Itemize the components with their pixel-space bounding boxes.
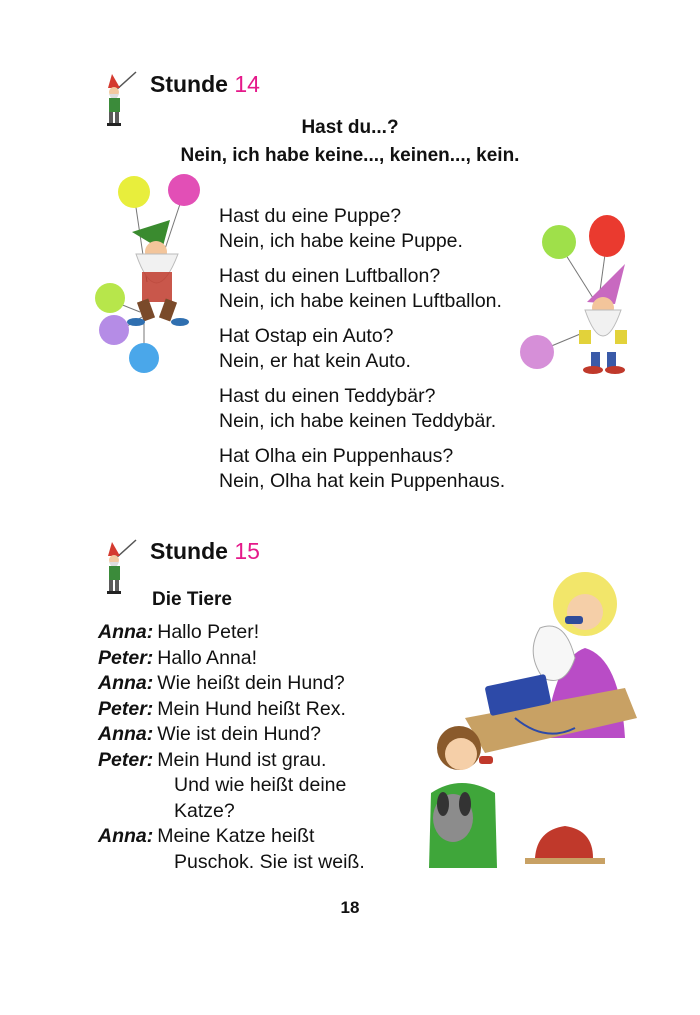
qa-answer: Nein, Olha hat kein Puppenhaus.	[219, 470, 506, 492]
dialog-speaker: Peter:	[98, 646, 154, 669]
dialog-line	[98, 671, 388, 697]
lesson14-title-word: Stunde	[150, 71, 228, 97]
dialog-text: Meine Katze heißt	[157, 825, 315, 847]
gnome-pointer-icon	[104, 538, 140, 596]
dialog-continuation: Und wie heißt deine	[174, 774, 347, 796]
qa-answer: Nein, er hat kein Auto.	[219, 350, 411, 372]
qa-question: Hat Ostap ein Auto?	[219, 325, 394, 347]
dialog-speaker: Peter:	[98, 748, 154, 771]
dialog-text: Hallo Peter!	[157, 621, 260, 643]
dialog-line	[98, 722, 388, 748]
lesson14-title-number: 14	[234, 71, 260, 97]
qa-answer: Nein, ich habe keinen Teddybär.	[219, 410, 497, 432]
dialog-line	[98, 824, 388, 850]
dialog-speaker: Anna:	[98, 825, 154, 847]
lesson14-heading-line1: Hast du...?	[301, 117, 399, 138]
qa-pair	[219, 444, 579, 494]
phone-call-illustration	[425, 568, 637, 873]
dialog-line	[98, 697, 388, 723]
dialog-speaker: Anna:	[98, 723, 154, 745]
gnome-small-balloons-illustration	[515, 212, 640, 387]
gnome-with-balloons-illustration	[92, 172, 217, 382]
page-number: 18	[340, 898, 360, 917]
qa-answer: Nein, ich habe keine Puppe.	[219, 230, 463, 252]
qa-question: Hast du einen Teddybär?	[219, 385, 436, 407]
dialog-text: Mein Hund heißt Rex.	[157, 697, 346, 720]
lesson15-title	[150, 538, 260, 565]
dialog-continuation: Puschok. Sie ist weiß.	[174, 850, 365, 873]
qa-question: Hast du einen Luftballon?	[219, 265, 441, 287]
dialog-continuation: Katze?	[174, 799, 235, 822]
dialog-text: Wie ist dein Hund?	[157, 723, 321, 745]
dialog-text: Wie heißt dein Hund?	[157, 672, 345, 694]
qa-question: Hast du eine Puppe?	[219, 205, 402, 227]
lesson15-title-number: 15	[234, 538, 260, 564]
dialog-speaker: Anna:	[98, 621, 154, 643]
dialog-text: Hallo Anna!	[157, 646, 258, 669]
qa-answer: Nein, ich habe keinen Luftballon.	[219, 290, 502, 312]
dialog-line	[98, 646, 388, 672]
qa-question: Hat Olha ein Puppenhaus?	[219, 445, 454, 467]
dialog-line	[98, 748, 388, 774]
lesson15-title-word: Stunde	[150, 538, 228, 564]
qa-pair	[219, 384, 579, 434]
dialog-text: Mein Hund ist grau.	[157, 748, 327, 771]
lesson15-dialog	[98, 620, 388, 875]
dialog-line	[98, 620, 388, 646]
lesson14-heading-line2: Nein, ich habe keine..., keinen..., kein.	[180, 145, 520, 166]
lesson14-title	[150, 71, 260, 98]
dialog-speaker: Peter:	[98, 697, 154, 720]
dialog-speaker: Anna:	[98, 672, 154, 694]
lesson15-subheading: Die Tiere	[152, 589, 232, 610]
